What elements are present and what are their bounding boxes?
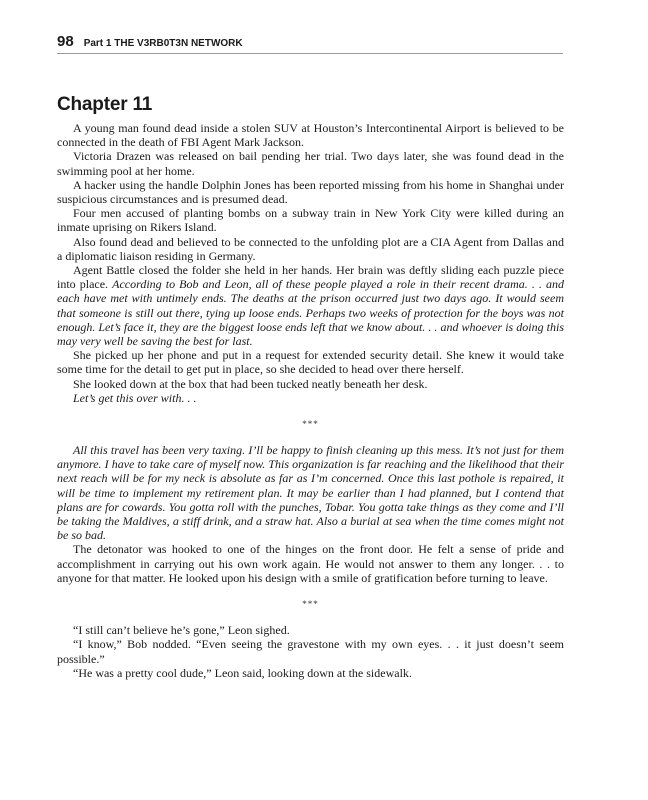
paragraph: [57, 443, 564, 542]
paragraph: A hacker using the handle Dolphin Jones has been reported missing from his home in Shanghai under suspicious circumstances and is presumed dead.: [57, 177, 564, 207]
part-label: Part 1 THE V3RB0T3N NETWORK: [83, 38, 243, 49]
paragraph: “I still can’t believe he’s gone,” Leon sighed.: [73, 623, 290, 638]
paragraph: “I know,” Bob nodded. “Even seeing the gravestone with my own eyes. . . it just doesn’t seem possible.”: [57, 637, 564, 666]
paragraph: Also found dead and believed to be connected to the unfolding plot are a CIA Agent from Dallas and a diplomatic liaison residing in Germany.: [57, 234, 564, 263]
paragraph: Victoria Drazen was released on bail pending her trial. Two days later, she was found dead in the swimming pool at her home.: [57, 149, 564, 178]
paragraph: She looked down at the box that had been tucked neatly beneath her desk.: [73, 376, 428, 391]
paragraph-plain-text: Agent Battle closed the folder she held in her hands. Her brain was deftly sliding each puzzle piece into place.: [57, 263, 564, 292]
chapter-body: [57, 121, 564, 680]
paragraph-italic-text: Let’s get this over with. . .: [73, 390, 197, 405]
paragraph: The detonator was hooked to one of the hinges on the front door. He felt a sense of pride and accomplishment in carrying out his own work again. He would not answer to them any longer. . . to anyone for that matter. He looked upon his design with a smile of gratification before turning to leave.: [57, 542, 564, 585]
paragraph: [57, 391, 564, 405]
paragraph-italic-text: All this travel has been very taxing. I’ll be happy to finish cleaning up this mess. It’s not just for them anymore. I have to take care of myself now. This organization is far reaching and the likelihood that their next reach will be for my neck is absolute as far as I’m concerned. Once this last pothole is repaired, it will be time to implement my retirement plan. It may be earlier than I had planned, but I contend that plans are for cowards. You gotta roll with the punches, Tobar. You gotta take things as they come and I’ll be taking the Maldives, a stiff drink, and a straw hat. Also a burial at sea when the time comes might not be so bad.: [57, 443, 564, 543]
section-separator: ***: [302, 599, 319, 610]
page-number: 98: [57, 33, 74, 50]
running-header: [57, 33, 563, 54]
chapter-title: Chapter 11: [57, 94, 153, 115]
paragraph: A young man found dead inside a stolen SUV at Houston’s Intercontinental Airport is believed to be connected in the death of FBI Agent Mark Jackson.: [57, 121, 564, 150]
paragraph-italic-text: According to Bob and Leon, all of these people played a role in their recent drama. . . and each have met with untimely ends. The deaths at the prison occurred just two days ago. It would seem that someone is still out there, tying up loose ends. Perhaps two weeks of protection for the boys was not enough. Let’s face it, they are the biggest loose ends left that we know about. . . and whoever is doing this may very well be saving the best for last.: [57, 277, 564, 349]
paragraph: “He was a pretty cool dude,” Leon said, looking down at the sidewalk.: [73, 665, 412, 680]
section-separator: ***: [302, 419, 319, 430]
paragraph: She picked up her phone and put in a request for extended security detail. She knew it would take some time for the detail to get put in place, so she decided to head over there herself.: [57, 348, 564, 377]
paragraph: Four men accused of planting bombs on a subway train in New York City were killed during an inmate uprising on Rikers Island.: [57, 206, 564, 235]
paragraph: [57, 263, 564, 348]
